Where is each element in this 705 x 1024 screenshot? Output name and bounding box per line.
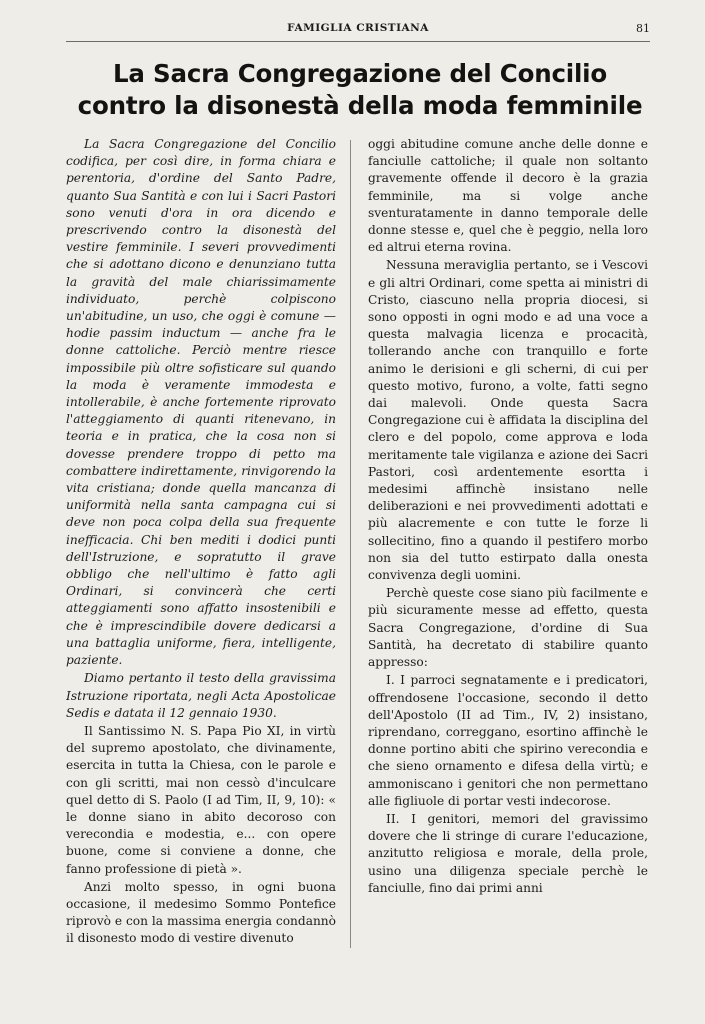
intro-paragraph: La Sacra Congregazione del Concilio codifica, per così dire, in forma chiara e perentoria, d'ordine del Santo Padre, quanto Sua Santità e con lui i Sacri Pastori sono venuti d'ora in ora dicendo e prescrivendo contro la disonestà del vestire femminile. I severi provvedimenti che si adottano dicono e denunziano tutta la gravità del male chiarissimamente individuato, perchè colpiscono un'abitudine, un uso, che oggi è comune — hodie passim inductum — anche fra le donne cattoliche. Perciò mentre riesce impossibile più oltre sofisticare sul quando la moda è veramente immodesta e intollerabile, è anche fortemente riprovato l'atteggiamento di quanti ritenevano, in teoria e in pratica, che la cosa non si dovesse prendere troppo di petto ma combattere indirettamente, rinvigorendo la vita cristiana; donde quella mancanza di uniformità nella santa campagna cui si deve non poca colpa della sua frequente inefficacia. Chi ben mediti i dodici punti dell'Istruzione, e sopratutto il grave obbligo che nell'ultimo è fatto agli Ordinari, si convincerà che certi atteggiamenti sono affatto insostenibili e che è imprescindibile dovere dedicarsi a una battaglia uniforme, fiera, intelligente, paziente. — [66, 137, 336, 668]
body-paragraph: oggi abitudine comune anche delle donne e fanciulle cattoliche; il quale non soltanto gravemente offende il decoro è la grazia femminile, ma si volge anche sventuratamente in danno temporale delle donne stesse e, quel che è peggio, nella loro ed altrui eterna rovina. — [368, 137, 648, 255]
body-paragraph: Anzi molto spesso, in ogni buona occasione, il medesimo Sommo Pontefice riprovò e con la massima energia condannò il disonesto modo di vestire divenuto — [66, 879, 336, 946]
left-column — [66, 136, 336, 956]
body-paragraph: Perchè queste cose siano più facilmente e più sicuramente messe ad effetto, questa Sacra Congregazione, d'ordine di Sua Santità, ha decretato di stabilire quanto appresso: — [368, 586, 648, 670]
header-rule — [66, 41, 650, 42]
numbered-paragraph: I. I parroci segnatamente e i predicatori, offrendosene l'occasione, secondo il detto dell'Apostolo (II ad Tim., IV, 2) insistano, riprendano, correggano, esortino affinchè le donne portino abiti che spirino verecondia e che sieno ornamento e difesa della virtù; e ammoniscano i genitori che non permettano alle figliuole di portar vesti indecorose. — [368, 673, 648, 808]
body-paragraph: Nessuna meraviglia pertanto, se i Vescovi e gli altri Ordinari, come spetta ai ministri di Cristo, ciascuno nella propria diocesi, si sono opposti in ogni modo e ad una voce a questa malvagia licenza e procacità, tollerando anche con tranquillo e forte animo le derisioni e gli scherni, di cui per questo motivo, furono, a volte, fatti segno dai malevoli. Onde questa Sacra Congregazione cui è affidata la disciplina del clero e del popolo, come approva e loda meritamente tale vigilanza e azione dei Sacri Pastori, così ardentemente esortta i medesimi affinchè insistano nelle deliberazioni e nei provvedimenti adottati e più alacremente e con tutte le forze li sollecitino, fino a quando il pestifero morbo non sia del tutto estirpato dalla onesta convivenza degli uomini. — [368, 258, 648, 583]
article-title-line-1: La Sacra Congregazione del Concilio — [112, 59, 608, 88]
body-paragraph: Il Santissimo N. S. Papa Pio XI, in virtù del supremo apostolato, che divinamente, esercita in tutta la Chiesa, con le parole e con gli scritti, mai non cessò d'inculcare quel detto di S. Paolo (I ad Tim, II, 9, 10): « le donne siano in abito decoroso con verecondia e modestia, e... con opere buone, come si conviene a donne, che fanno professione di pietà ». — [66, 723, 336, 876]
running-header — [66, 22, 650, 40]
right-column — [368, 136, 648, 956]
article-title — [60, 58, 660, 122]
numbered-paragraph: II. I genitori, memori del gravissimo dovere che li stringe di curare l'educazione, anzitutto religiosa e morale, della prole, usino una diligenza speciale perchè le fanciulle, fino dai primi anni — [368, 811, 648, 895]
page-number: 81 — [636, 22, 650, 35]
magazine-title: FAMIGLIA CRISTIANA — [287, 22, 429, 34]
column-divider — [350, 140, 351, 948]
source-paragraph: Diamo pertanto il testo della gravissima Istruzione riportata, negli Acta Apostolicae Sedis e datata il 12 gennaio 1930. — [66, 671, 336, 720]
article-title-line-2: contro la disonestà della moda femminile — [77, 91, 643, 120]
